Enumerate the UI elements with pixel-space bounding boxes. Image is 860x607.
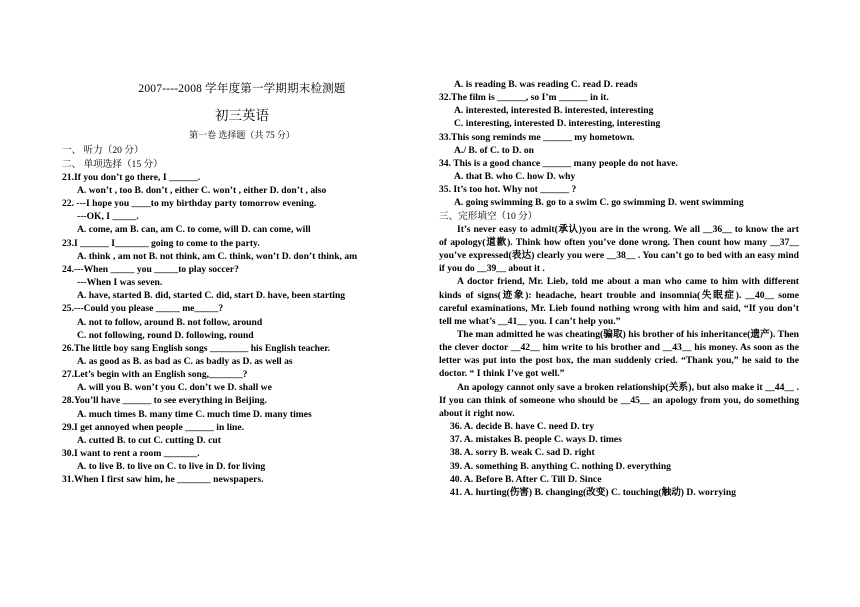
question-line: 29.I get annoyed when people ______ in line.	[62, 421, 245, 433]
section-cloze: 三、完形填空（10 分）	[439, 210, 538, 222]
question-line: A. as good as B. as bad as C. as badly as D. as well as	[77, 355, 293, 367]
part-one-heading: 第一卷 选择题（共 75 分）	[189, 130, 295, 141]
right-question-list	[439, 78, 799, 210]
question-line: A./ B. of C. to D. on	[454, 144, 534, 156]
cloze-option-line: 41. A. hurting(伤害) B. changing(改变) C. touching(触动) D. worrying	[450, 486, 736, 498]
question-line: A. much times B. many time C. much time D. many times	[77, 408, 312, 420]
cloze-option-line: 36. A. decide B. have C. need D. try	[450, 421, 595, 433]
cloze-option-line: 37. A. mistakes B. people C. ways D. times	[450, 434, 622, 446]
question-line: A. have, started B. did, started C. did, start D. have, been starting	[77, 290, 346, 302]
question-line: A. come, am B. can, am C. to come, will D. can come, will	[77, 224, 311, 236]
question-line: A. cutted B. to cut C. cutting D. cut	[77, 434, 221, 446]
question-line: A. will you B. won’t you C. don’t we D. shall we	[77, 382, 272, 394]
question-line: 30.I want to rent a room _______.	[62, 448, 200, 460]
question-line: 23.I ______ I_______ going to come to the party.	[62, 237, 260, 249]
section-single-choice: 二、 单项选择（15 分）	[62, 158, 163, 170]
question-line: A. is reading B. was reading C. read D. reads	[454, 79, 638, 90]
question-line: A. think , am not B. not think, am C. think, won’t D. don’t think, am	[77, 250, 358, 262]
question-line: C. not following, round D. following, round	[77, 329, 254, 341]
cloze-option-line: 38. A. sorry B. weak C. sad D. right	[450, 447, 595, 459]
question-line: A. going swimming B. go to a swim C. go swimming D. went swimming	[454, 197, 744, 209]
subject-title: 初三英语	[215, 108, 269, 124]
question-line: 25.---Could you please _____ me_____?	[62, 303, 224, 315]
cloze-paragraph-2: A doctor friend, Mr. Lieb, told me about a man who came to him with different kinds of signs(迹象): headache, heart trouble and insomnia(失眠症). __40__ some careful examinations, Mr. Lieb found nothing wrong with him and said, “If you don’t tell me what’s __41__ you. I can’t help you.”	[439, 276, 799, 327]
question-line: 32.The film is ______, so I’m ______ in it.	[439, 92, 609, 104]
question-line: ---OK, I _____.	[77, 211, 139, 223]
cloze-paragraph-3: The man admitted he was cheating(骗取) his brother of his inheritance(遗产). Then the clever doctor __42__ him write to his brother and __43__ his money. As soon as the letter was put into the post box, the man suddenly cried. “Thank you,” he said to the doctor. “ I think I’ve got well.”	[439, 328, 799, 380]
cloze-option-line: 40. A. Before B. After C. Till D. Since	[450, 473, 602, 485]
question-line: 35. It’s too hot. Why not ______ ?	[439, 184, 577, 196]
question-line: 22. ---I hope you ____to my birthday party tomorrow evening.	[62, 198, 317, 210]
question-line: A. that B. who C. how D. why	[454, 171, 576, 183]
question-line: 34. This is a good chance ______ many people do not have.	[439, 157, 678, 169]
question-line: A. won’t , too B. don’t , either C. won’t , either D. don’t , also	[77, 184, 327, 196]
question-line: 33.This song reminds me ______ my hometown.	[439, 131, 635, 143]
question-line: C. interesting, interested D. interesting, interesting	[454, 118, 661, 130]
exam-title: 2007----2008 学年度第一学期期末检测题	[138, 83, 346, 95]
cloze-option-line: 39. A. something B. anything C. nothing D. everything	[450, 460, 671, 472]
right-column	[439, 0, 799, 499]
question-line: 27.Let’s begin with an English song,_______?	[62, 369, 248, 381]
left-column	[62, 0, 422, 487]
question-line: 21.If you don’t go there, I ______.	[62, 171, 201, 183]
question-line: ---When I was seven.	[77, 277, 163, 289]
question-line: A. to live B. to live on C. to live in D. for living	[77, 461, 266, 473]
section-listening: 一、 听力（20 分）	[62, 145, 144, 157]
question-line: A. not to follow, around B. not follow, around	[77, 316, 263, 328]
cloze-options-list	[439, 420, 799, 499]
question-line: 26.The little boy sang English songs ________ his English teacher.	[62, 342, 331, 354]
cloze-paragraph-4: An apology cannot only save a broken relationship(关系), but also make it __44__ . If you can think of someone who should be __45__ an apology from you, do something about it right now.	[439, 381, 799, 419]
question-line: 28.You’ll have ______ to see everything in Beijing.	[62, 395, 267, 407]
question-line: 31.When I first saw him, he _______ newspapers.	[62, 474, 264, 486]
left-question-list	[62, 171, 422, 487]
question-line: A. interested, interested B. interested, interesting	[454, 105, 654, 117]
question-line: 24.---When _____ you _____to play soccer?	[62, 263, 239, 275]
cloze-paragraph-1: It’s never easy to admit(承认)you are in the wrong. We all __36__ to know the art of apology(道歉). Think how often you’ve done wrong. Then count how many __37__ you’ve expressed(表达) clearly you were __38__ . You can’t go to bed with an easy mind if you do __39__ about it .	[439, 223, 799, 275]
